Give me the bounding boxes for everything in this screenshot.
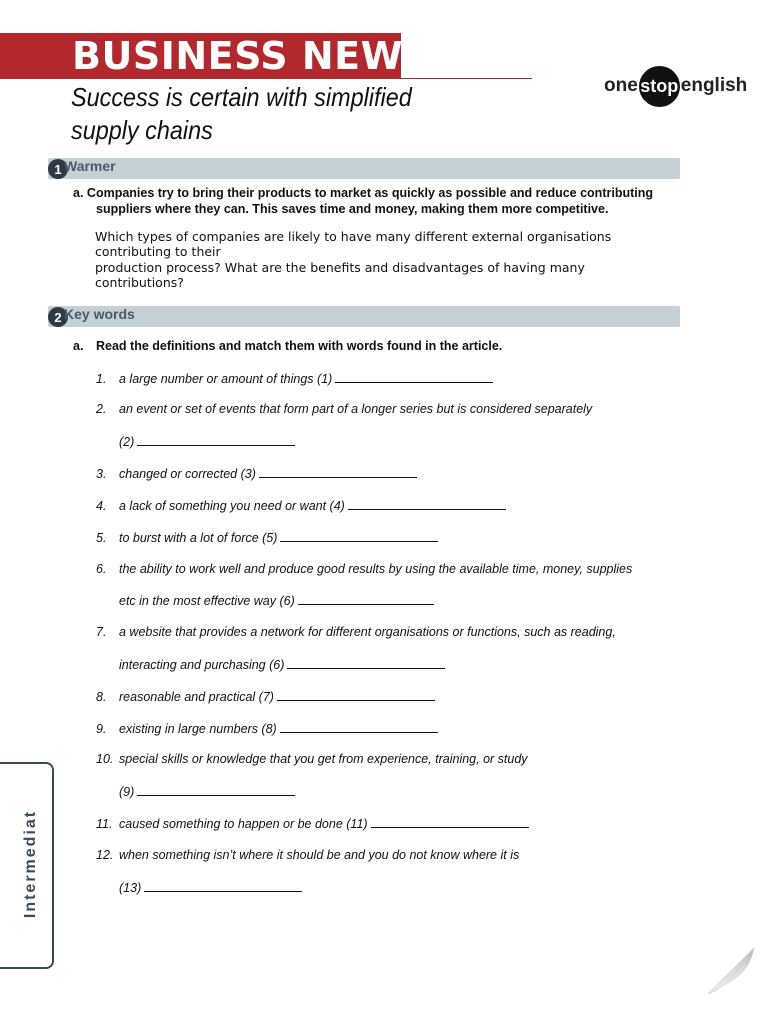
item-number: 1. (96, 372, 107, 386)
warmer-task-a-line-1: Companies try to bring their products to market as quickly as possible and reduce contributing (86, 186, 653, 200)
article-headline (71, 81, 449, 147)
answer-blank[interactable] (335, 370, 493, 383)
answer-blank[interactable] (287, 656, 445, 669)
answer-blank[interactable] (144, 879, 302, 892)
definition-item-8 (96, 688, 676, 705)
headline-line-1: Success is certain with simplified (71, 82, 412, 112)
item-text: a website that provides a network for different organisations or functions, such as reading, (119, 625, 616, 639)
level-label-text: Intermediat (22, 809, 39, 919)
item-number: 2. (96, 402, 107, 416)
definition-item-1 (96, 370, 676, 387)
item-text: (13) (119, 881, 142, 895)
item-number: 10. (96, 752, 114, 766)
item-text: (9) (119, 785, 135, 799)
definition-item-11 (96, 815, 676, 832)
answer-blank[interactable] (277, 688, 435, 701)
keywords-instruction-text: Read the definitions and match them with words found in the article. (96, 339, 503, 353)
item-text: changed or corrected (3) (119, 467, 256, 481)
warmer-question (95, 230, 655, 290)
warmer-question-line-1: Which types of companies are likely to have many different external organisations (95, 229, 612, 244)
keywords-section-bar (48, 306, 680, 327)
item-text: existing in large numbers (8) (119, 722, 277, 736)
item-text: the ability to work well and produce good results by using the available time, money, supplies (119, 562, 633, 576)
item-number: 12. (96, 848, 114, 862)
item-text: an event or set of events that form part of a longer series but is considered separately (119, 402, 593, 416)
definition-item-12 (96, 847, 676, 863)
banner-rule (401, 78, 532, 79)
item-number: 9. (96, 722, 107, 736)
item-number: 8. (96, 690, 107, 704)
item-number: 6. (96, 562, 107, 576)
definition-item-4 (96, 497, 676, 514)
answer-blank[interactable] (137, 433, 295, 446)
keywords-section-number: 2 (48, 307, 68, 327)
headline-line-2: supply chains (71, 115, 213, 145)
item-number: 3. (96, 467, 107, 481)
answer-blank[interactable] (348, 497, 506, 510)
definition-item-10-continued (119, 783, 699, 800)
item-text: a large number or amount of things (1) (119, 372, 333, 386)
definition-item-10 (96, 751, 676, 767)
logo-text-english: english (680, 75, 748, 96)
answer-blank[interactable] (259, 465, 417, 478)
item-number: 11. (96, 817, 113, 831)
definition-item-7-continued (119, 656, 699, 673)
warmer-section-number: 1 (48, 159, 68, 179)
warmer-task-a-label: a. (73, 186, 84, 200)
answer-blank[interactable] (280, 720, 438, 733)
definition-item-2 (96, 401, 676, 417)
item-text: special skills or knowledge that you get from experience, training, or study (119, 752, 528, 766)
level-label (2, 800, 58, 930)
warmer-question-line-3: production process? What are the benefits and disadvantages of having many (95, 260, 585, 275)
keywords-section-title: Key words (64, 306, 135, 322)
item-number: 5. (96, 531, 107, 545)
warmer-section-title: Warmer (64, 158, 116, 174)
warmer-section-bar (48, 158, 680, 179)
item-text: caused something to happen or be done (11) (119, 817, 368, 831)
definition-item-7 (96, 624, 676, 640)
answer-blank[interactable] (280, 529, 438, 542)
item-text: (2) (119, 435, 135, 449)
warmer-task-a (73, 186, 683, 217)
logo-text-one: one (604, 75, 638, 96)
item-text: to burst with a lot of force (5) (119, 531, 278, 545)
definition-item-6 (96, 561, 676, 577)
item-text: when something isn’t where it should be and you do not know where it is (119, 848, 520, 862)
answer-blank[interactable] (371, 815, 529, 828)
keywords-instruction-label: a. (73, 339, 84, 353)
warmer-question-line-4: contributions? (95, 274, 184, 290)
item-text: a lack of something you need or want (4) (119, 499, 345, 513)
logo-stop-badge: stop (639, 66, 680, 107)
answer-blank[interactable] (298, 592, 434, 605)
banner-title: BUSINESS NEWS (72, 34, 431, 78)
definition-item-6-continued (119, 592, 699, 609)
onestopenglish-logo (604, 66, 747, 106)
item-text: etc in the most effective way (6) (119, 594, 295, 608)
keywords-instruction (73, 339, 502, 353)
answer-blank[interactable] (137, 783, 295, 796)
page-curl-icon (704, 944, 764, 996)
item-text: reasonable and practical (7) (119, 690, 274, 704)
definition-item-5 (96, 529, 676, 546)
warmer-task-a-line-2: suppliers where they can. This saves time and money, making them more competitive. (96, 201, 609, 216)
definition-item-9 (96, 720, 676, 737)
warmer-question-line-2: contributing to their (95, 243, 221, 259)
definition-item-3 (96, 465, 676, 482)
item-text: interacting and purchasing (6) (119, 658, 285, 672)
item-number: 7. (96, 625, 107, 639)
item-number: 4. (96, 499, 107, 513)
definition-item-12-continued (119, 879, 699, 896)
definition-item-2-continued (119, 433, 699, 450)
